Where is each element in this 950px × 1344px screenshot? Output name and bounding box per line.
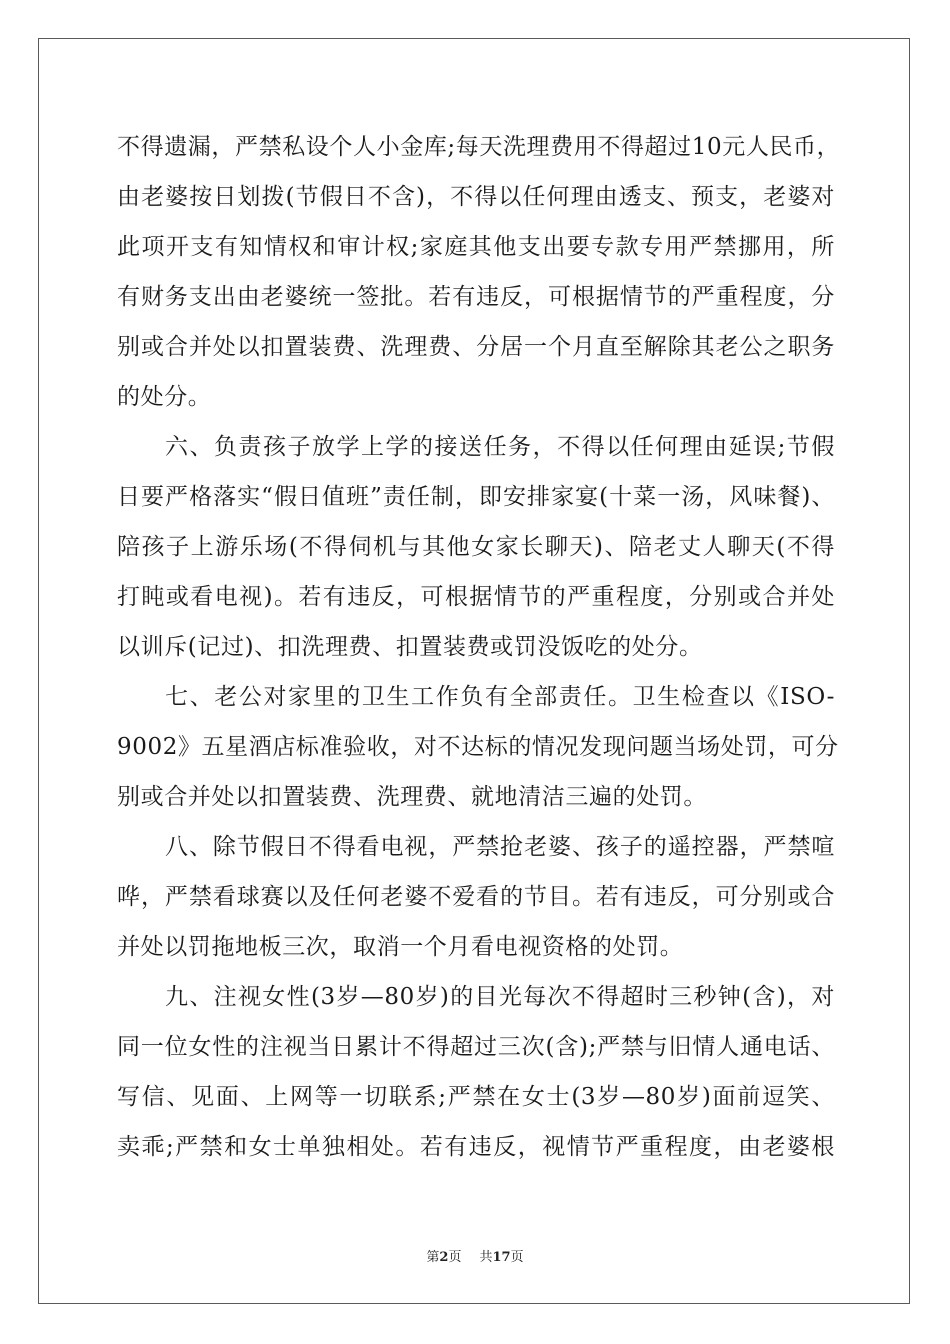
- text-line: 此项开支有知情权和审计权;家庭其他支出要专款专用严禁挪用，所: [117, 234, 835, 260]
- paragraph-seven-start: 七、老公对家里的卫生工作负有全部责任。卫生检查以《ISO-: [165, 684, 835, 710]
- text-line: 陪孩子上游乐场(不得伺机与其他女家长聊天)、陪老丈人聊天(不得: [117, 534, 835, 560]
- text-line: 的处分。: [117, 384, 212, 410]
- page-number: 2: [439, 1250, 449, 1265]
- text-line: 打盹或看电视)。若有违反，可根据情节的严重程度，分别或合并处: [117, 584, 835, 610]
- total-prefix: 共: [479, 1250, 493, 1265]
- total-pages: 17: [492, 1250, 511, 1265]
- page-suffix: 页: [448, 1250, 462, 1265]
- text-line: 以训斥(记过)、扣洗理费、扣置装费或罚没饭吃的处分。: [117, 634, 703, 660]
- page-footer: [0, 1246, 950, 1265]
- text-line: 日要严格落实“假日值班”责任制，即安排家宴(十菜一汤，风味餐)、: [117, 484, 835, 510]
- paragraph-six-start: 六、负责孩子放学上学的接送任务，不得以任何理由延误;节假: [165, 434, 835, 460]
- text-line: 卖乖;严禁和女士单独相处。若有违反，视情节严重程度，由老婆根: [117, 1134, 835, 1160]
- text-line: 有财务支出由老婆统一签批。若有违反，可根据情节的严重程度，分: [117, 284, 835, 310]
- page-prefix: 第: [426, 1250, 440, 1265]
- text-line: 别或合并处以扣置装费、洗理费、分居一个月直至解除其老公之职务: [117, 334, 835, 360]
- document-body: [117, 122, 841, 1172]
- total-suffix: 页: [510, 1250, 524, 1265]
- text-line: 不得遗漏，严禁私设个人小金库;每天洗理费用不得超过10元人民币，: [117, 134, 841, 160]
- text-line: 由老婆按日划拨(节假日不含)，不得以任何理由透支、预支，老婆对: [117, 184, 835, 210]
- text-line: 写信、见面、上网等一切联系;严禁在女士(3岁—80岁)面前逗笑、: [117, 1084, 835, 1110]
- text-line: 并处以罚拖地板三次，取消一个月看电视资格的处罚。: [117, 934, 684, 960]
- text-line: 9002》五星酒店标准验收，对不达标的情况发现问题当场处罚，可分: [117, 734, 839, 760]
- paragraph-nine-start: 九、注视女性(3岁—80岁)的目光每次不得超时三秒钟(含)，对: [165, 984, 835, 1010]
- text-line: 同一位女性的注视当日累计不得超过三次(含);严禁与旧情人通电话、: [117, 1034, 835, 1060]
- text-line: 哗，严禁看球赛以及任何老婆不爱看的节目。若有违反，可分别或合: [117, 884, 835, 910]
- paragraph-eight-start: 八、除节假日不得看电视，严禁抢老婆、孩子的遥控器，严禁喧: [165, 834, 835, 860]
- text-line: 别或合并处以扣置装费、洗理费、就地清洁三遍的处罚。: [117, 784, 707, 810]
